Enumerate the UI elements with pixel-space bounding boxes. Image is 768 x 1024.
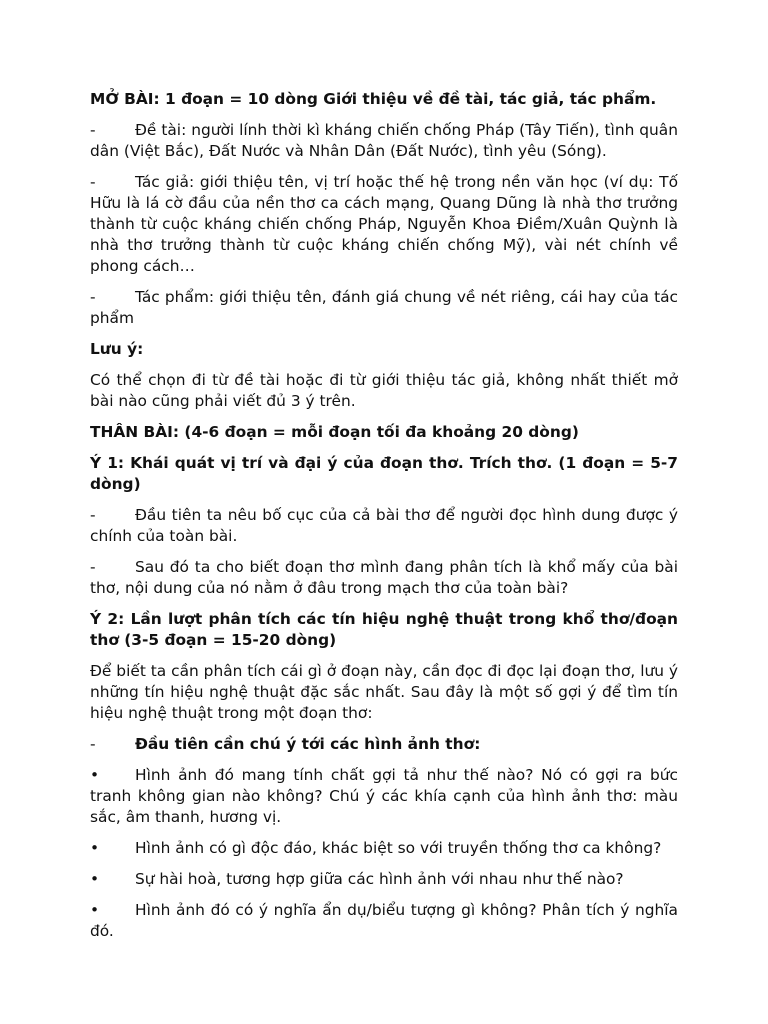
mo-bai-item-de-tai <box>90 120 678 162</box>
bullet-marker: • <box>90 901 100 919</box>
list-marker: - <box>90 288 96 306</box>
list-item-text: Đầu tiên ta nêu bố cục của cả bài thơ để người đọc hình dung được ý chính của toàn bài. <box>90 506 678 545</box>
bullet-text: Sự hài hoà, tương hợp giữa các hình ảnh với nhau như thế nào? <box>135 870 624 888</box>
list-item-text: Sau đó ta cho biết đoạn thơ mình đang phân tích là khổ mấy của bài thơ, nội dung của nó nằm ở đâu trong mạch thơ của toàn bài? <box>90 558 678 597</box>
list-item-text: Đề tài: người lính thời kì kháng chiến chống Pháp (Tây Tiến), tình quân dân (Việt Bắc), Đất Nước và Nhân Dân (Đất Nước), tình yêu (Sóng). <box>90 121 678 160</box>
y1-heading: Ý 1: Khái quát vị trí và đại ý của đoạn thơ. Trích thơ. (1 đoạn = 5-7 dòng) <box>90 454 678 493</box>
bullet-item <box>90 838 678 859</box>
sub-heading-text: Đầu tiên cần chú ý tới các hình ảnh thơ: <box>135 735 481 753</box>
mo-bai-item-tac-pham <box>90 287 678 329</box>
mo-bai-item-tac-gia <box>90 172 678 277</box>
list-marker: - <box>90 121 96 139</box>
note-text: Có thể chọn đi từ đề tài hoặc đi từ giới thiệu tác giả, không nhất thiết mở bài nào cũng phải viết đủ 3 ý trên. <box>90 371 678 410</box>
list-marker: - <box>90 558 96 576</box>
bullet-marker: • <box>90 766 100 784</box>
bullet-item <box>90 765 678 828</box>
bullet-marker: • <box>90 839 100 857</box>
list-item-text: Tác phẩm: giới thiệu tên, đánh giá chung về nét riêng, cái hay của tác phẩm <box>90 288 678 327</box>
list-item-text: Tác giả: giới thiệu tên, vị trí hoặc thế hệ trong nền văn học (ví dụ: Tố Hữu là lá cờ đầu của nền thơ ca cách mạng, Quang Dũng là nhà thơ trưởng thành từ cuộc kháng chiến chống Pháp, Nguyễn Khoa Điềm/Xuân Quỳnh là nhà thơ trưởng thành từ cuộc kháng chiến chống Mỹ), vài nét chính về phong cách… <box>90 173 678 275</box>
list-marker: - <box>90 735 96 753</box>
y2-sub-heading <box>90 734 678 755</box>
note-label: Lưu ý: <box>90 340 144 358</box>
bullet-text: Hình ảnh đó có ý nghĩa ẩn dụ/biểu tượng gì không? Phân tích ý nghĩa đó. <box>90 901 678 940</box>
bullet-item <box>90 869 678 890</box>
y1-item-kho-may <box>90 557 678 599</box>
bullet-item <box>90 900 678 942</box>
y1-item-bo-cuc <box>90 505 678 547</box>
list-marker: - <box>90 506 96 524</box>
list-marker: - <box>90 173 96 191</box>
bullet-marker: • <box>90 870 100 888</box>
than-bai-heading: THÂN BÀI: (4-6 đoạn = mỗi đoạn tối đa khoảng 20 dòng) <box>90 423 579 441</box>
mo-bai-heading: MỞ BÀI: 1 đoạn = 10 dòng Giới thiệu về đề tài, tác giả, tác phẩm. <box>90 90 657 108</box>
y2-intro: Để biết ta cần phân tích cái gì ở đoạn này, cần đọc đi đọc lại đoạn thơ, lưu ý những tín hiệu nghệ thuật đặc sắc nhất. Sau đây là một số gợi ý để tìm tín hiệu nghệ thuật trong một đoạn thơ: <box>90 662 678 722</box>
bullet-text: Hình ảnh đó mang tính chất gợi tả như thế nào? Nó có gợi ra bức tranh không gian nào không? Chú ý các khía cạnh của hình ảnh thơ: màu sắc, âm thanh, hương vị. <box>90 766 678 826</box>
document-page <box>90 89 678 952</box>
y2-heading: Ý 2: Lần lượt phân tích các tín hiệu nghệ thuật trong khổ thơ/đoạn thơ (3-5 đoạn = 15-20 dòng) <box>90 610 678 649</box>
bullet-text: Hình ảnh có gì độc đáo, khác biệt so với truyền thống thơ ca không? <box>135 839 662 857</box>
